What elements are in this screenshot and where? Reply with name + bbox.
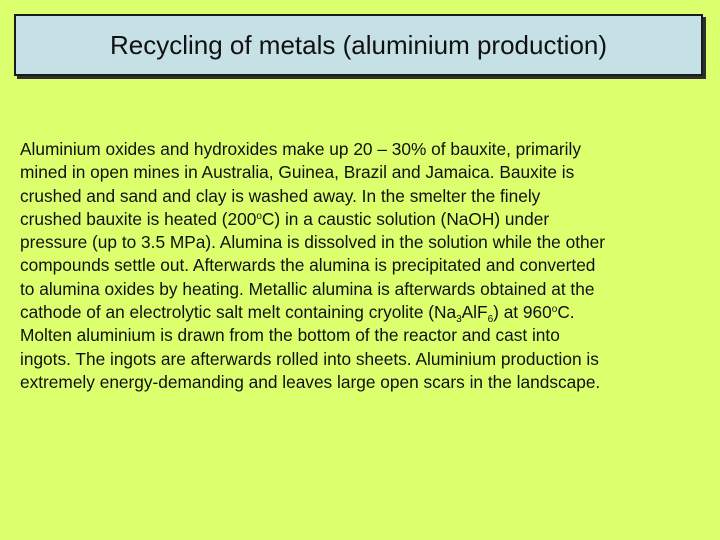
body-line: Molten aluminium is drawn from the bottom of the reactor and cast into bbox=[20, 325, 560, 346]
body-line: mined in open mines in Australia, Guinea, Brazil and Jamaica. Bauxite is bbox=[20, 162, 575, 183]
slide-title: Recycling of metals (aluminium production) bbox=[109, 29, 608, 60]
body-line: to alumina oxides by heating. Metallic alumina is afterwards obtained at the bbox=[20, 278, 595, 299]
body-line: ingots. The ingots are afterwards rolled into sheets. Aluminium production is bbox=[20, 348, 599, 369]
body-line: extremely energy-demanding and leaves large open scars in the landscape. bbox=[20, 371, 601, 392]
body-line: Aluminium oxides and hydroxides make up 20 – 30% of bauxite, primarily bbox=[20, 139, 581, 159]
body-text-segment: cathode of an electrolytic salt melt containing cryolite (Na bbox=[20, 302, 457, 323]
body-text-segment: C) in a caustic solution (NaOH) under bbox=[261, 208, 550, 229]
body-line: pressure (up to 3.5 MPa). Alumina is dissolved in the solution while the other bbox=[20, 232, 605, 253]
body-line bbox=[20, 208, 706, 231]
formula-subscript: 3 bbox=[456, 314, 462, 326]
body-line bbox=[20, 301, 706, 324]
degree-superscript: o bbox=[256, 210, 262, 222]
title-box bbox=[14, 14, 703, 76]
degree-superscript: o bbox=[551, 304, 558, 316]
formula-subscript: 6 bbox=[487, 314, 494, 326]
body-line: crushed and sand and clay is washed away. In the smelter the finely bbox=[20, 185, 541, 206]
body-text-segment: ) at 960 bbox=[493, 302, 552, 323]
body-paragraph bbox=[20, 138, 706, 394]
body-text-segment: AlF bbox=[461, 302, 488, 323]
body-line: compounds settle out. Afterwards the alumina is precipitated and converted bbox=[20, 255, 596, 276]
body-text-segment: C. bbox=[557, 302, 575, 323]
body-text-segment: crushed bauxite is heated (200 bbox=[20, 208, 257, 229]
